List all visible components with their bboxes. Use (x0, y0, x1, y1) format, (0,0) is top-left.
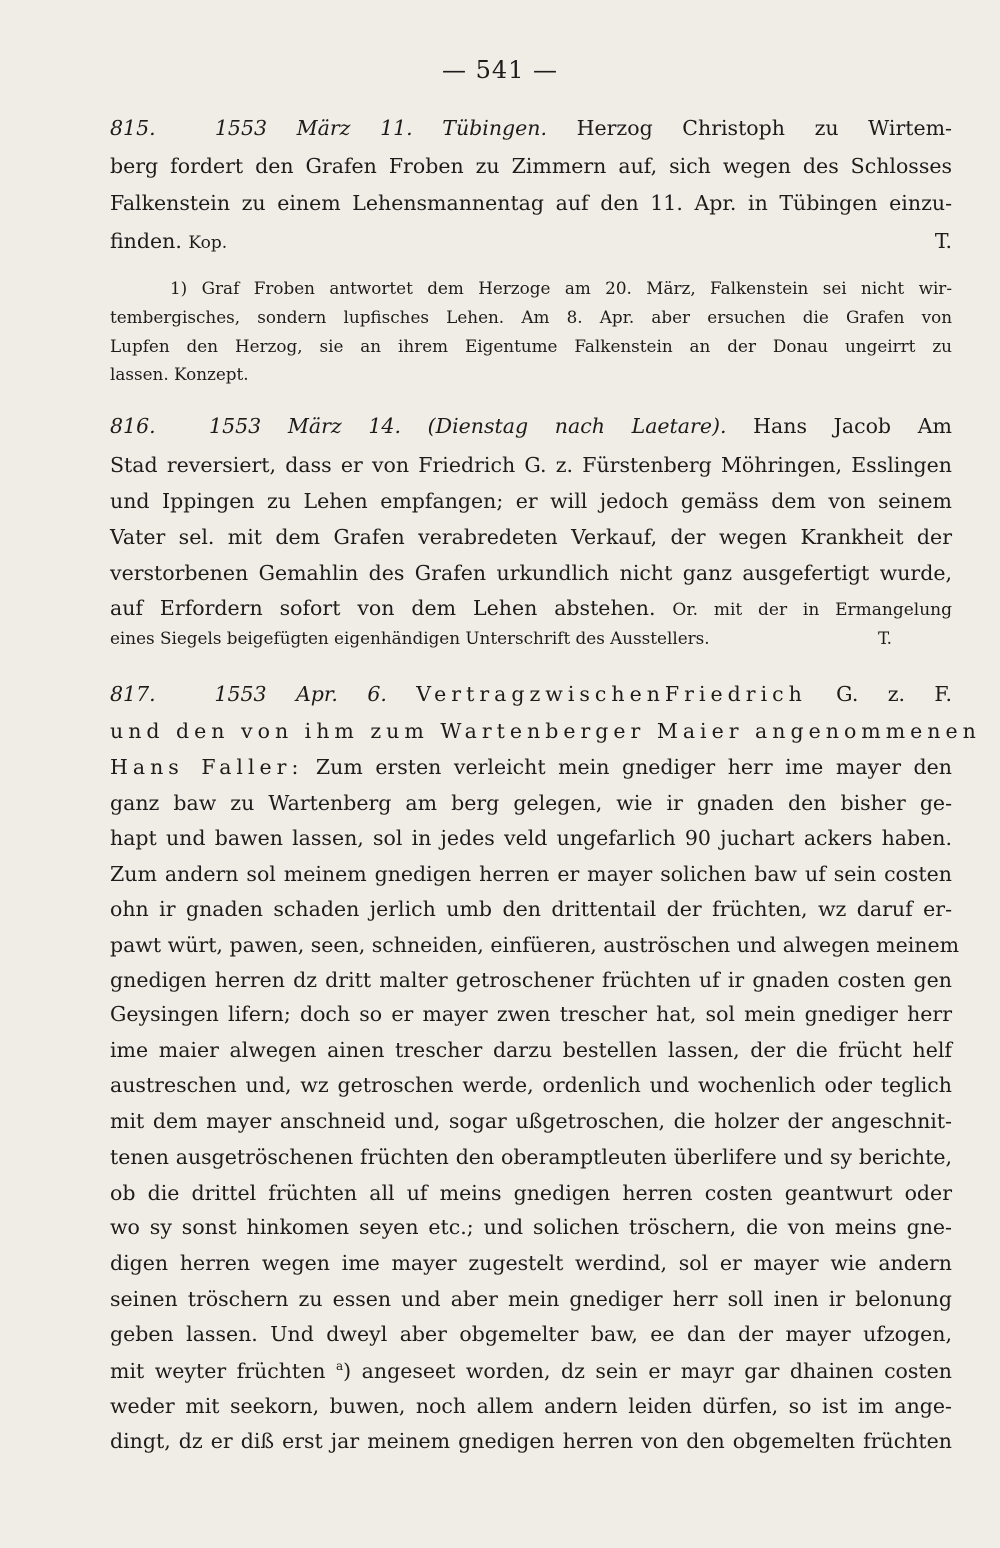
entry-817-line-11: ime maier alwegen ainen trescher darzu bestellen lassen, der die frücht helf (110, 1038, 952, 1062)
entry-815-line-1: 815. 1553 März 11. Tübingen. Herzog Christoph zu Wirtem- (110, 116, 952, 140)
entry-817-line-5: hapt und bawen lassen, sol in jedes veld ungefarlich 90 juchart ackers haben. (110, 826, 952, 850)
entry-815-note-line-2: tembergisches, sondern lupfisches Lehen. Am 8. Apr. aber ersuchen die Grafen von (110, 307, 952, 327)
entry-817-line-17: digen herren wegen ime mayer zugestelt werdind, sol er mayer wie andern (110, 1251, 952, 1275)
entry-816-number: 816. (110, 414, 156, 438)
entry-815-number: 815. (110, 116, 156, 140)
entry-817-line-14: tenen ausgetröschenen früchten den oberamptleuten überlifere und sy berichte, (110, 1145, 952, 1169)
entry-817-line-18: seinen tröschern zu essen und aber mein gnediger herr soll inen ir belonung (110, 1287, 952, 1311)
entry-817-line-2: und den von ihm zum Wartenberger Maier angenommenen (110, 719, 981, 743)
entry-815-line-3: Falkenstein zu einem Lehensmannentag auf den 11. Apr. in Tübingen einzu- (110, 191, 952, 215)
entry-817-line-6: Zum andern sol meinem gnedigen herren er mayer solichen baw uf sein costen (110, 862, 952, 886)
entry-816-line-1: 816. 1553 März 14. (Dienstag nach Laetare). Hans Jacob Am (110, 414, 952, 438)
entry-817-date-place: 1553 Apr. 6. (214, 682, 387, 706)
entry-817-heading-part-1: VertragzwischenFriedrich (416, 682, 807, 706)
entry-815-date-place: 1553 März 11. Tübingen. (214, 116, 548, 140)
entry-817-line-9: gnedigen herren dz dritt malter getroschener früchten uf ir gnaden costen gen (110, 968, 952, 992)
entry-815-line-2: berg fordert den Grafen Froben zu Zimmern auf, sich wegen des Schlosses (110, 154, 952, 178)
entry-816-line-7: eines Siegels beigefügten eigenhändigen Unterschrift des Ausstellers. T. (110, 628, 892, 648)
entry-815-source: Kop. (188, 233, 228, 253)
page-number: — 541 — (441, 56, 559, 84)
entry-817-line-21: weder mit seekorn, buwen, noch allem andern leiden dürfen, so ist im ange- (110, 1394, 952, 1418)
entry-815-note-line-4: lassen. Konzept. (110, 364, 249, 384)
entry-816-line-2: Stad reversiert, dass er von Friedrich G. z. Fürstenberg Möhringen, Esslingen (110, 453, 952, 477)
entry-816-line-3: und Ippingen zu Lehen empfangen; er will jedoch gemäss dem von seinem (110, 489, 952, 513)
entry-817-line-16: wo sy sonst hinkomen seyen etc.; und solichen tröschern, die von meins gne- (110, 1215, 952, 1239)
entry-817-line-7: ohn ir gnaden schaden jerlich umb den drittentail der früchten, wz daruf er- (110, 897, 952, 921)
entry-817-line-13: mit dem mayer anschneid und, sogar ußgetroschen, die holzer der angeschnit- (110, 1109, 952, 1133)
entry-816-line-5: verstorbenen Gemahlin des Grafen urkundlich nicht ganz ausgefertigt wurde, (110, 561, 952, 585)
entry-817-line-8: pawt würt, pawen, seen, schneiden, einfüeren, auströschen und alwegen meinem (110, 933, 960, 957)
entry-817-line-10: Geysingen lifern; doch so er mayer zwen trescher hat, sol mein gnediger herr (110, 1002, 952, 1026)
entry-816-line-4: Vater sel. mit dem Grafen verabredeten Verkauf, der wegen Krankheit der (110, 525, 952, 549)
entry-817-line-3: Hans Faller: Zum ersten verleicht mein gnediger herr ime mayer den (110, 755, 952, 779)
entry-817-line-12: austreschen und, wz getroschen werde, ordenlich und wochenlich oder teglich (110, 1073, 952, 1097)
entry-817-line-1: 817. 1553 Apr. 6. VertragzwischenFriedrich G. z. F. (110, 682, 952, 706)
entry-817-line-15: ob die drittel früchten all uf meins gnedigen herren costen geantwurt oder (110, 1181, 952, 1205)
entry-817-line-22: dingt, dz er diß erst jar meinem gnedigen herren von den obgemelten früchten (110, 1429, 952, 1453)
entry-817-number: 817. (110, 682, 156, 706)
entry-816-date-place: 1553 März 14. (Dienstag nach Laetare). (209, 414, 727, 438)
entry-817-line-20: mit weyter früchten $^a$) angeseet worden, dz sein er mayr gar dhainen costen (110, 1358, 952, 1383)
entry-816-siglum: T. (877, 628, 892, 648)
entry-816-line-6: auf Erfordern sofort von dem Lehen abstehen. Or. mit der in Ermangelung (110, 596, 952, 620)
entry-815-note-line-3: Lupfen den Herzog, sie an ihrem Eigentume Falkenstein an der Donau ungeirrt zu (110, 336, 952, 356)
entry-817-line-19: geben lassen. Und dweyl aber obgemelter baw, ee dan der mayer ufzogen, (110, 1322, 952, 1346)
entry-817-line-4: ganz baw zu Wartenberg am berg gelegen, wie ir gnaden den bisher ge- (110, 791, 952, 815)
entry-815-note-line-1: 1) Graf Froben antwortet dem Herzoge am 20. März, Falkenstein sei nicht wir- (170, 278, 952, 298)
entry-815-line-4: finden. Kop. T. (110, 229, 952, 253)
entry-815-siglum: T. (934, 229, 952, 253)
entry-816-source: Or. mit der in Ermangelung (672, 600, 952, 620)
